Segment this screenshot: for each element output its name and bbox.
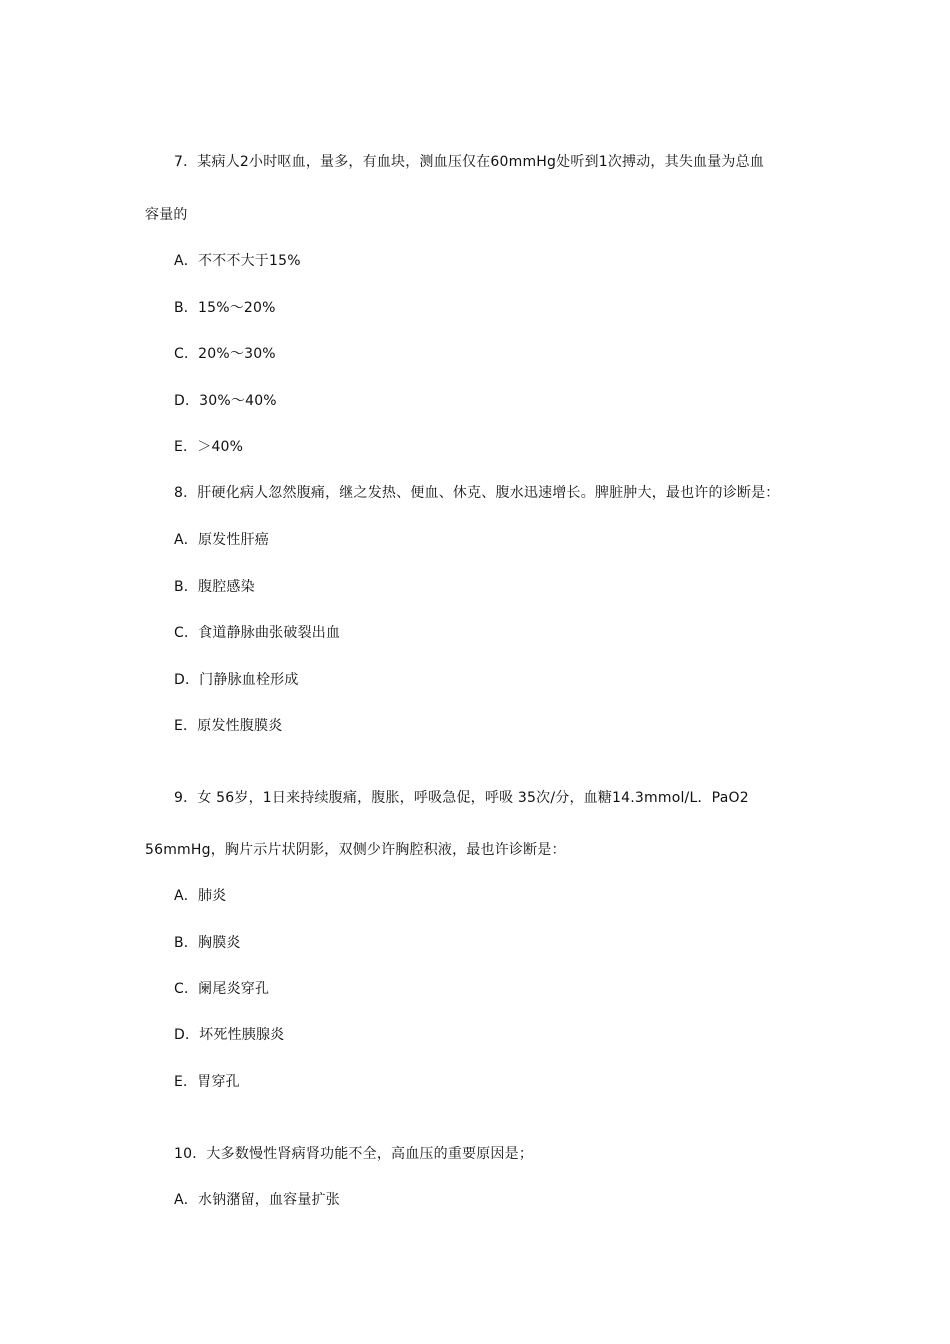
question-9-stem-line-1: 9．女 56岁，1日来持续腹痛，腹胀，呼吸急促，呼吸 35次/分，血糖14.3mmol/L．PaO2 bbox=[174, 790, 749, 806]
question-9-stem-line-2: 56mmHg，胸片示片状阴影，双侧少许胸腔积液，最也许诊断是： bbox=[145, 842, 566, 858]
question-7-option-e: E．＞40% bbox=[174, 439, 244, 455]
question-9-option-d: D．坏死性胰腺炎 bbox=[174, 1027, 285, 1043]
question-8-option-d: D．门静脉血栓形成 bbox=[174, 672, 299, 688]
question-8-option-a: A．原发性肝癌 bbox=[174, 532, 269, 548]
question-9-option-c: C．阑尾炎穿孔 bbox=[174, 981, 270, 997]
question-8-stem: 8．肝硬化病人忽然腹痛，继之发热、便血、休克、腹水迅速增长。脾脏肿大，最也许的诊断是： bbox=[174, 485, 780, 501]
question-7-option-d: D．30%～40% bbox=[174, 393, 277, 409]
question-8-option-e: E．原发性腹膜炎 bbox=[174, 718, 283, 734]
question-8-option-c: C．食道静脉曲张破裂出血 bbox=[174, 625, 341, 641]
question-9-option-a: A．肺炎 bbox=[174, 888, 227, 904]
question-10-option-a: A．水钠潴留，血容量扩张 bbox=[174, 1192, 340, 1208]
question-7-stem-line-2: 容量的 bbox=[145, 207, 188, 223]
question-9-option-b: B．胸膜炎 bbox=[174, 935, 241, 951]
question-7-option-b: B．15%～20% bbox=[174, 300, 276, 316]
question-7-option-a: A．不不不大于15% bbox=[174, 253, 301, 269]
question-9-option-e: E．胃穿孔 bbox=[174, 1074, 240, 1090]
question-10-stem: 10．大多数慢性肾病肾功能不全，高血压的重要原因是； bbox=[174, 1146, 534, 1162]
question-7-option-c: C．20%～30% bbox=[174, 346, 276, 362]
question-7-stem-line-1: 7．某病人2小时呕血，量多，有血块，测血压仅在60mmHg处听到1次搏动，其失血量为总血 bbox=[174, 154, 765, 170]
question-8-option-b: B．腹腔感染 bbox=[174, 579, 255, 595]
